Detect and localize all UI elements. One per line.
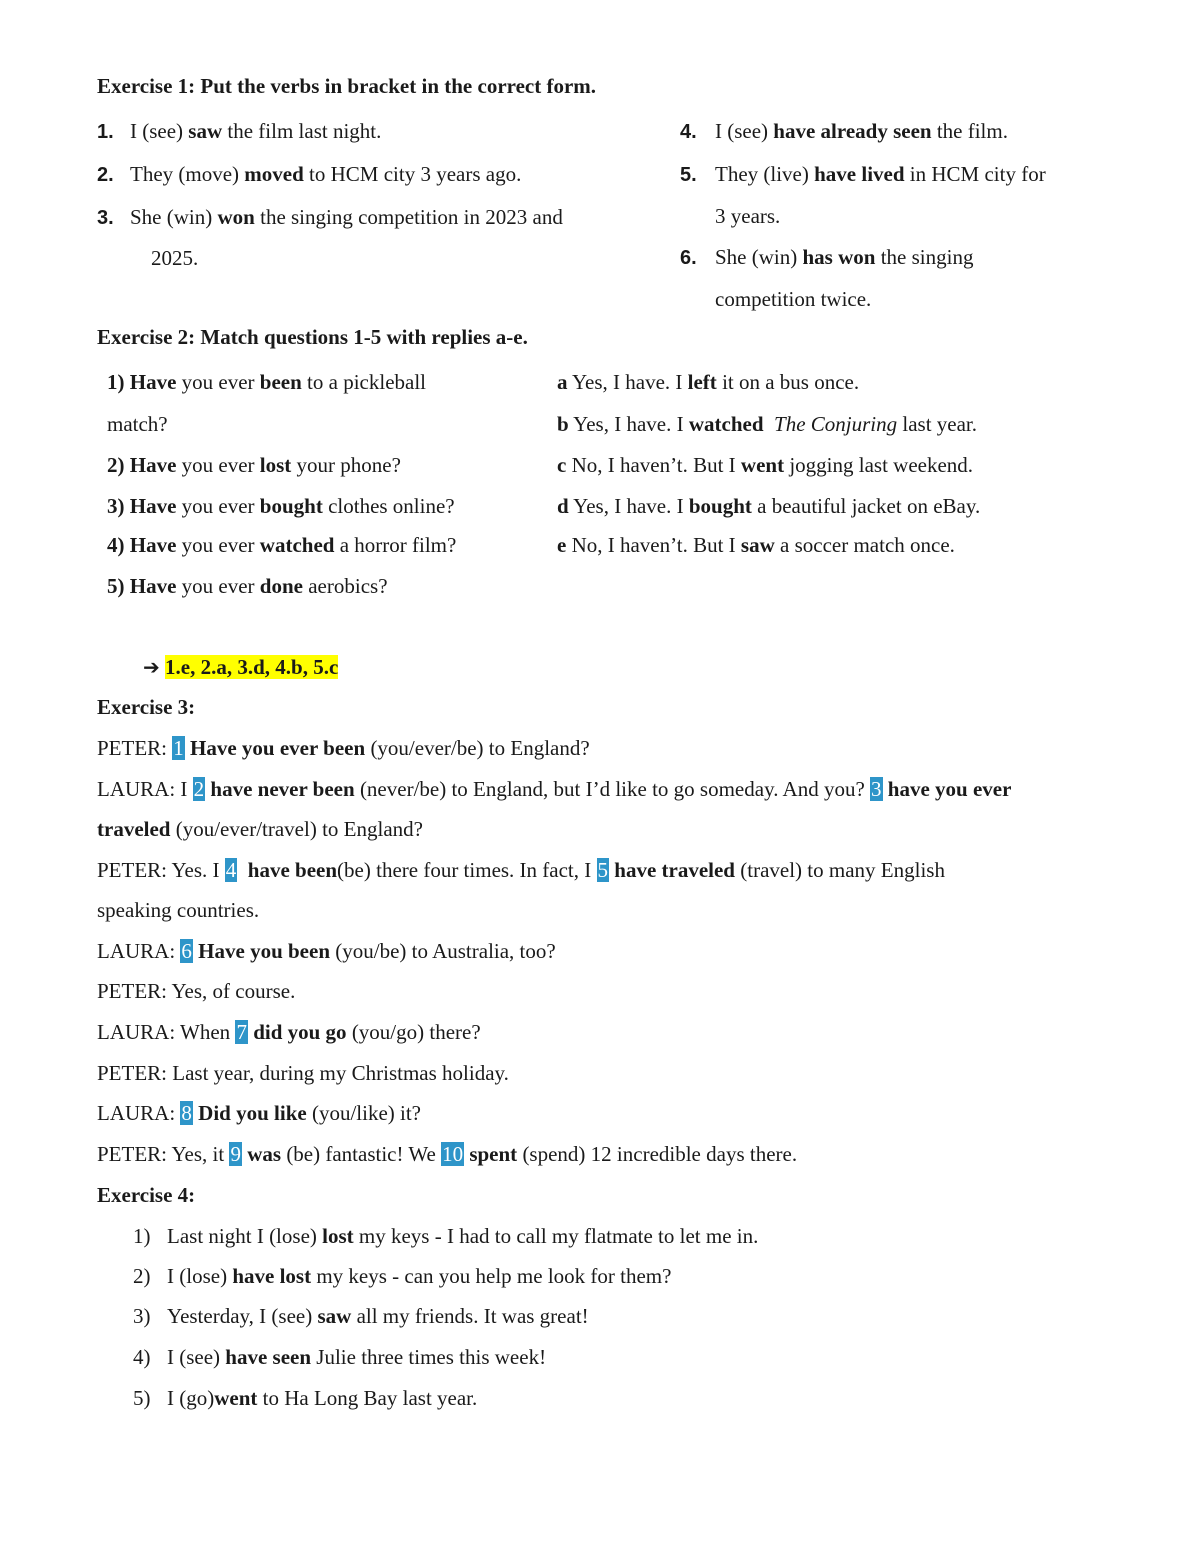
blank-number: 1 (173, 736, 184, 760)
blank-number: 9 (230, 1142, 241, 1166)
question: 1) Have you ever been to a pickleball (107, 370, 427, 394)
blank-number: 5 (597, 858, 609, 882)
exercise-2-title (97, 327, 528, 348)
item-number: 3. (97, 207, 114, 229)
item-text: I (lose) have lost my keys - can you help me look for them? (167, 1264, 672, 1288)
item-number: 2. (97, 164, 114, 186)
item-text-continued: 3 years. (715, 204, 781, 228)
exercise-2-instruction: Match questions 1-5 with replies a-e. (195, 325, 528, 349)
item-text: I (see) saw the film last night. (130, 119, 382, 143)
item-text: I (see) have seen Julie three times this week! (167, 1345, 547, 1369)
answer-key (143, 657, 338, 678)
item-number: 4. (680, 121, 697, 143)
answer: won (217, 205, 255, 229)
item-text-continued: 2025. (151, 246, 199, 270)
blank-number: 4 (225, 858, 237, 882)
reply: b Yes, I have. I watched The Conjuring last year. (557, 412, 978, 436)
film-title: The Conjuring (774, 412, 898, 436)
question-continued: match? (107, 412, 168, 436)
reply: e No, I haven’t. But I saw a soccer match once. (557, 533, 955, 557)
item-text: I (go)went to Ha Long Bay last year. (167, 1386, 478, 1410)
dialogue-line: LAURA: 6 Have you been (you/be) to Australia, too? (97, 939, 556, 963)
answer: have seen (225, 1345, 312, 1369)
item-number: 6. (680, 247, 697, 269)
answer: have already seen (773, 119, 932, 143)
dialogue-line: PETER: Yes, it 9 was (be) fantastic! We 10 spent (spend) 12 incredible days there. (97, 1142, 798, 1166)
item-text: She (win) won the singing competition in 2023 and (130, 205, 563, 229)
answer: lost (322, 1224, 354, 1248)
exercise-1-heading: Exercise 1: (97, 74, 196, 98)
answer: moved (244, 162, 304, 186)
blank-number: 10 (442, 1142, 464, 1166)
dialogue-line: PETER: Yes. I 4 have been(be) there four times. In fact, I 5 have traveled (travel) to many English (97, 858, 945, 882)
dialogue-line: LAURA: 8 Did you like (you/like) it? (97, 1101, 422, 1125)
dialogue-line: LAURA: I 2 have never been (never/be) to England, but I’d like to go someday. And you? 3 have you ever (97, 777, 1012, 801)
item-number: 2) (133, 1264, 151, 1288)
dialogue-line: LAURA: When 7 did you go (you/go) there? (97, 1020, 481, 1044)
item-number: 5) (133, 1386, 151, 1410)
exercise-1-instruction: Put the verbs in bracket in the correct form. (195, 74, 597, 98)
reply: a Yes, I have. I left it on a bus once. (557, 370, 860, 394)
answer: went (214, 1386, 258, 1410)
exercise-3-heading: Exercise 3: (97, 695, 196, 719)
item-number: 5. (680, 164, 697, 186)
question: 2) Have you ever lost your phone? (107, 453, 401, 477)
reply: d Yes, I have. I bought a beautiful jacket on eBay. (557, 494, 981, 518)
exercise-4-heading: Exercise 4: (97, 1183, 196, 1207)
blank-number: 6 (181, 939, 192, 963)
question: 5) Have you ever done aerobics? (107, 574, 388, 598)
dialogue-line: traveled (you/ever/travel) to England? (97, 817, 423, 841)
reply: c No, I haven’t. But I went jogging last weekend. (557, 453, 974, 477)
item-text: She (win) has won the singing (715, 245, 974, 269)
dialogue-line: PETER: Last year, during my Christmas holiday. (97, 1061, 509, 1085)
blank-number: 8 (181, 1101, 192, 1125)
answer: have lost (232, 1264, 312, 1288)
dialogue-line: speaking countries. (97, 898, 260, 922)
item-text: They (live) have lived in HCM city for (715, 162, 1046, 186)
blank-number: 2 (193, 777, 205, 801)
blank-number: 7 (236, 1020, 247, 1044)
answer: saw (188, 119, 223, 143)
item-number: 1. (97, 121, 114, 143)
question: 4) Have you ever watched a horror film? (107, 533, 457, 557)
answer: has won (802, 245, 876, 269)
dialogue-line: PETER: 1 Have you ever been (you/ever/be) to England? (97, 736, 590, 760)
answer: saw (317, 1304, 352, 1328)
item-text: Yesterday, I (see) saw all my friends. It was great! (167, 1304, 589, 1328)
item-text: They (move) moved to HCM city 3 years ago. (130, 162, 522, 186)
exercise-1-title (97, 76, 596, 97)
exercise-2-heading: Exercise 2: (97, 325, 196, 349)
item-number: 1) (133, 1224, 151, 1248)
item-number: 3) (133, 1304, 151, 1328)
dialogue-line: PETER: Yes, of course. (97, 979, 296, 1003)
answer-key-text: 1.e, 2.a, 3.d, 4.b, 5.c (165, 655, 339, 679)
item-text-continued: competition twice. (715, 287, 872, 311)
arrow-right-icon: ➔ (143, 655, 160, 679)
answer: have lived (814, 162, 905, 186)
question: 3) Have you ever bought clothes online? (107, 494, 455, 518)
item-number: 4) (133, 1345, 151, 1369)
blank-number: 3 (871, 777, 882, 801)
item-text: Last night I (lose) lost my keys - I had to call my flatmate to let me in. (167, 1224, 759, 1248)
item-text: I (see) have already seen the film. (715, 119, 1008, 143)
